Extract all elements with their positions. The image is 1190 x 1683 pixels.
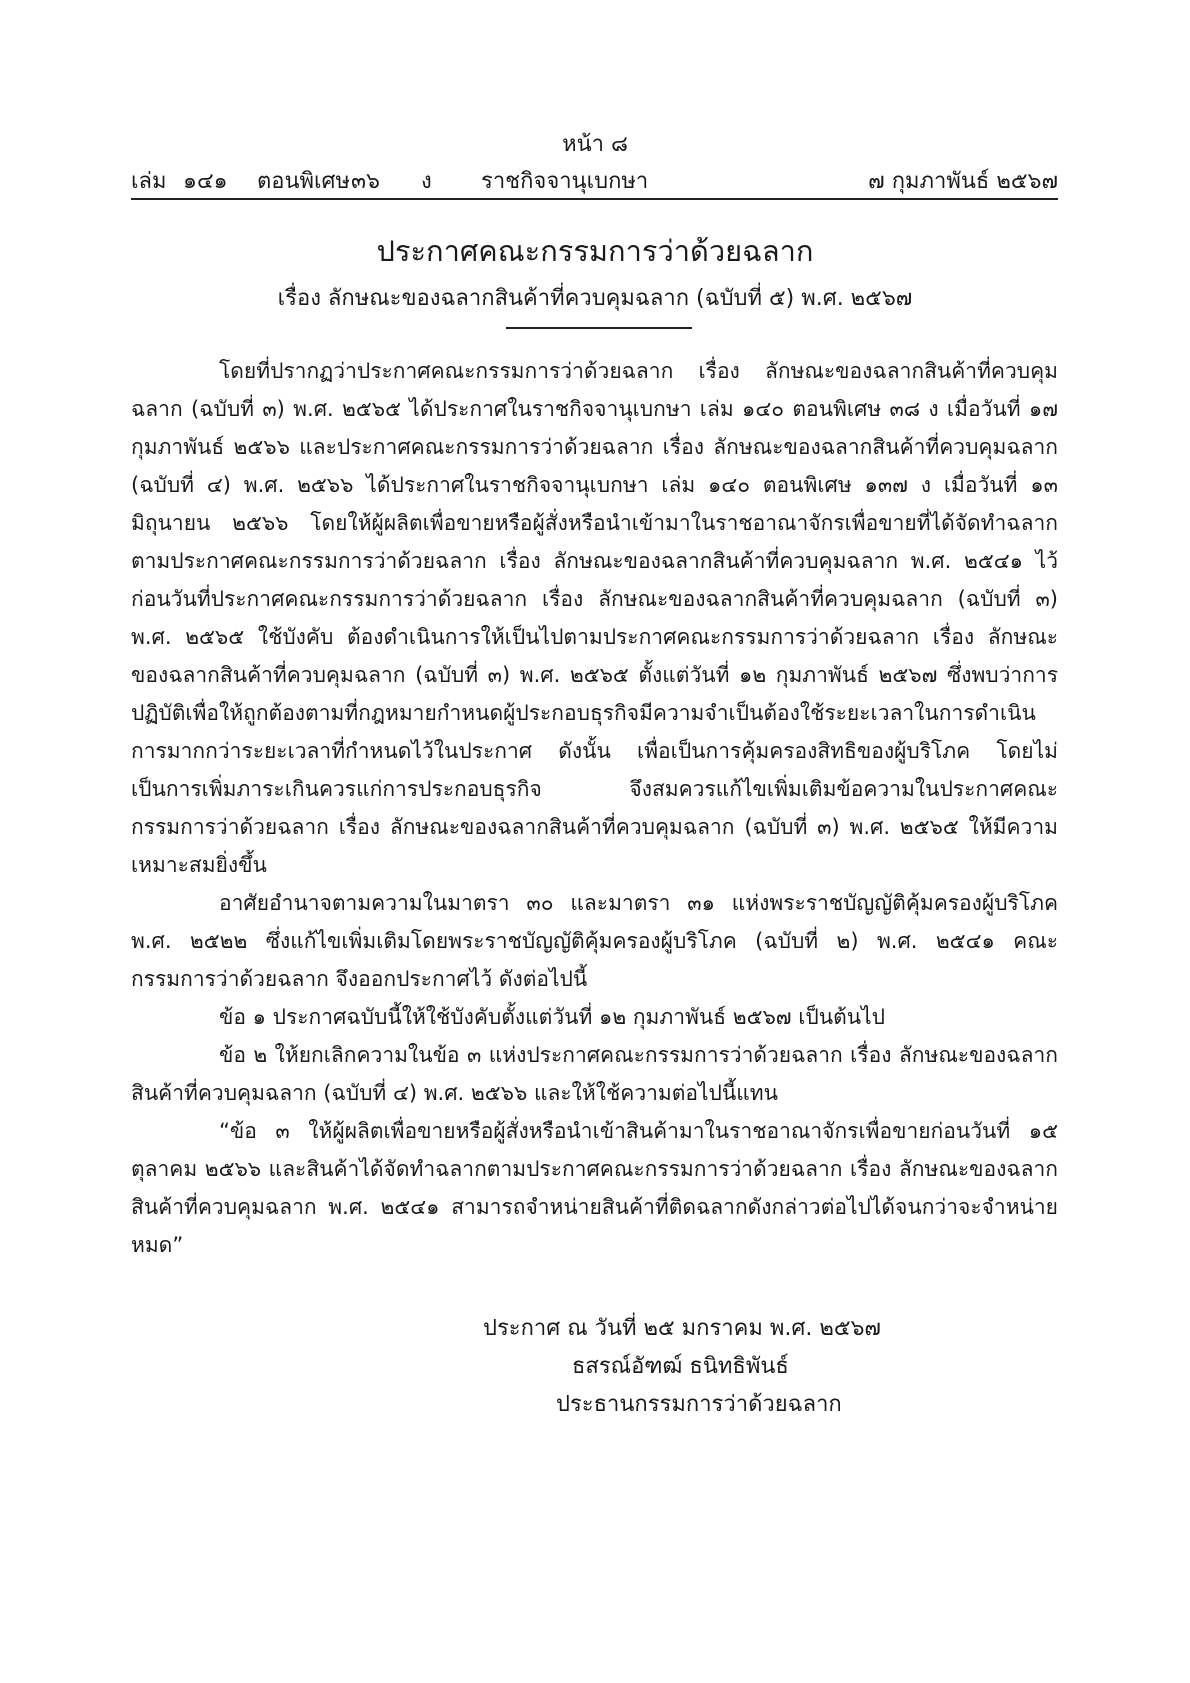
preamble-paragraph: โดยที่ปรากฏว่าประกาศคณะกรรมการว่าด้วยฉลาก เรื่อง ลักษณะของฉลากสินค้าที่ควบคุมฉลาก (ฉบับที่ ๓) พ.ศ. ๒๕๖๕ ได้ประกาศในราชกิจจานุเบกษา เล่ม ๑๔๐ ตอนพิเศษ ๓๘ ง เมื่อวันที่ ๑๗ กุมภาพันธ์ ๒๕๖๖ และประกาศคณะกรรมการว่าด้วยฉลาก เรื่อง ลักษณะของฉลากสินค้าที่ควบคุมฉลาก (ฉบับที่ ๔) พ.ศ. ๒๕๖๖ ได้ประกาศในราชกิจจานุเบกษา เล่ม ๑๔๐ ตอนพิเศษ ๑๓๗ ง เมื่อวันที่ ๑๓ มิถุนายน ๒๕๖๖ โดยให้ผู้ผลิตเพื่อขายหรือผู้สั่งหรือนำเข้ามาในราชอาณาจักรเพื่อขายที่ได้จัดทำฉลากตามประกาศคณะกรรมการว่าด้วยฉลาก เรื่อง ลักษณะของฉลากสินค้าที่ควบคุมฉลาก พ.ศ. ๒๕๔๑ ไว้ก่อนวันที่ประกาศคณะกรรมการว่าด้วยฉลาก เรื่อง ลักษณะของฉลากสินค้าที่ควบคุมฉลาก (ฉบับที่ ๓) พ.ศ. ๒๕๖๕ ใช้บังคับ ต้องดำเนินการให้เป็นไปตามประกาศคณะกรรมการว่าด้วยฉลาก เรื่อง ลักษณะของฉลากสินค้าที่ควบคุมฉลาก (ฉบับที่ ๓) พ.ศ. ๒๕๖๕ ตั้งแต่วันที่ ๑๒ กุมภาพันธ์ ๒๕๖๗ ซึ่งพบว่าการปฏิบัติเพื่อให้ถูกต้องตามที่กฎหมายกำหนดผู้ประกอบธุรกิจมีความจำเป็นต้องใช้ระยะเวลาในการดำเนินการมากกว่าระยะเวลาที่กำหนดไว้ในประกาศ ดังนั้น เพื่อเป็นการคุ้มครองสิทธิของผู้บริโภค โดยไม่เป็นการเพิ่มภาระเกินควรแก่การประกอบธุรกิจ จึงสมควรแก้ไขเพิ่มเติมข้อความในประกาศคณะกรรมการว่าด้วยฉลาก เรื่อง ลักษณะของฉลากสินค้าที่ควบคุมฉลาก (ฉบับที่ ๓) พ.ศ. ๒๕๖๕ ให้มีความเหมาะสมยิ่งขึ้น [131,359,1058,877]
gazette-name: ราชกิจจานุเบกษา [481,169,649,194]
clause-1: ข้อ ๑ ประกาศฉบับนี้ให้ใช้บังคับตั้งแต่วันที่ ๑๒ กุมภาพันธ์ ๒๕๖๗ เป็นต้นไป [219,1005,886,1029]
page-number: หน้า ๘ [562,132,628,157]
announcement-title: ประกาศคณะกรรมการว่าด้วยฉลาก [376,234,814,268]
clause-2: ข้อ ๒ ให้ยกเลิกความในข้อ ๓ แห่งประกาศคณะกรรมการว่าด้วยฉลาก เรื่อง ลักษณะของฉลากสินค้าที่ควบคุมฉลาก (ฉบับที่ ๔) พ.ศ. ๒๕๖๖ และให้ใช้ความต่อไปนี้แทน [131,1043,1058,1105]
section-letter: ง [421,169,432,194]
announcement-subtitle: เรื่อง ลักษณะของฉลากสินค้าที่ควบคุมฉลาก (ฉบับที่ ๕) พ.ศ. ๒๕๖๗ [277,286,913,311]
volume-number: ๑๔๑ [183,169,228,194]
title-divider [506,327,692,329]
gazette-date: ๗ กุมภาพันธ์ ๒๕๖๗ [868,169,1058,194]
gazette-header [131,163,1058,195]
signatory-name: ธสรณ์อัฑฒ์ ธนิทธิพันธ์ [572,1354,789,1379]
volume-label: เล่ม [131,169,167,194]
section-number: ๓๖ [351,169,381,194]
clause-3-quoted: “ข้อ ๓ ให้ผู้ผลิตเพื่อขายหรือผู้สั่งหรือนำเข้าสินค้ามาในราชอาณาจักรเพื่อขายก่อนวันที่ ๑๕ ตุลาคม ๒๕๖๖ และสินค้าได้จัดทำฉลากตามประกาศคณะกรรมการว่าด้วยฉลาก เรื่อง ลักษณะของฉลากสินค้าที่ควบคุมฉลาก พ.ศ. ๒๕๔๑ สามารถจำหน่ายสินค้าที่ติดฉลากดังกล่าวต่อไปได้จนกว่าจะจำหน่ายหมด” [131,1119,1058,1257]
announced-date: ประกาศ ณ วันที่ ๒๕ มกราคม พ.ศ. ๒๕๖๗ [483,1316,881,1341]
header-rule [131,198,1058,200]
authority-paragraph: อาศัยอำนาจตามความในมาตรา ๓๐ และมาตรา ๓๑ แห่งพระราชบัญญัติคุ้มครองผู้บริโภค พ.ศ. ๒๕๒๒ ซึ่งแก้ไขเพิ่มเติมโดยพระราชบัญญัติคุ้มครองผู้บริโภค (ฉบับที่ ๒) พ.ศ. ๒๕๔๑ คณะกรรมการว่าด้วยฉลาก จึงออกประกาศไว้ ดังต่อไปนี้ [131,891,1058,991]
signatory-position: ประธานกรรมการว่าด้วยฉลาก [556,1392,842,1417]
announcement-body [131,352,1058,1264]
section-label: ตอนพิเศษ [257,169,351,194]
